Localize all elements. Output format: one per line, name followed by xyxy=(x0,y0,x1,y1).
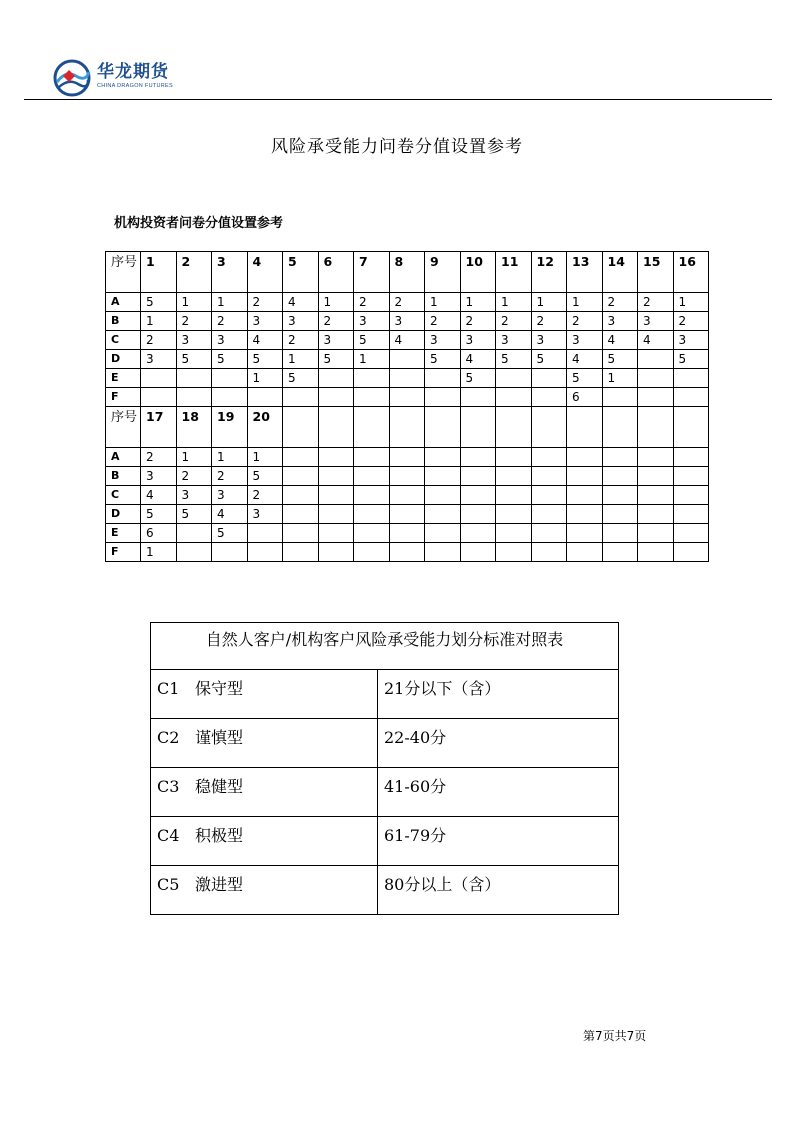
question-number-cell: 17 xyxy=(141,407,177,448)
score-cell: 2 xyxy=(212,467,248,486)
score-cell: 2 xyxy=(354,293,390,312)
question-number-cell xyxy=(460,407,496,448)
score-cell xyxy=(496,543,532,562)
classification-title: 自然人客户/机构客户风险承受能力划分标准对照表 xyxy=(151,623,619,670)
score-cell xyxy=(638,350,674,369)
score-cell: 3 xyxy=(283,312,319,331)
score-cell: 2 xyxy=(496,312,532,331)
score-cell xyxy=(318,505,354,524)
score-cell: 3 xyxy=(389,312,425,331)
score-cell xyxy=(247,524,283,543)
risk-level-code: C1 xyxy=(157,679,180,698)
question-number-cell xyxy=(318,407,354,448)
score-cell: 2 xyxy=(638,293,674,312)
score-cell: 1 xyxy=(176,448,212,467)
header-divider xyxy=(24,99,772,100)
score-cell xyxy=(354,467,390,486)
question-number-cell xyxy=(567,407,603,448)
score-cell: 3 xyxy=(212,331,248,350)
risk-level-name: 保守型 xyxy=(195,679,244,698)
score-cell: 4 xyxy=(141,486,177,505)
score-cell: 2 xyxy=(247,293,283,312)
question-number-cell: 13 xyxy=(567,252,603,293)
question-number-cell xyxy=(638,407,674,448)
score-cell xyxy=(212,543,248,562)
score-cell xyxy=(460,448,496,467)
option-label: C xyxy=(106,331,141,350)
question-number-cell: 8 xyxy=(389,252,425,293)
score-cell: 2 xyxy=(141,448,177,467)
question-number-cell xyxy=(673,407,709,448)
option-row xyxy=(106,505,709,524)
document-title: 风险承受能力问卷分值设置参考 xyxy=(271,137,523,157)
score-cell xyxy=(638,448,674,467)
option-label: A xyxy=(106,293,141,312)
score-cell xyxy=(531,543,567,562)
score-cell: 4 xyxy=(389,331,425,350)
score-cell xyxy=(496,524,532,543)
question-number-cell: 10 xyxy=(460,252,496,293)
score-cell xyxy=(176,524,212,543)
option-label: E xyxy=(106,369,141,388)
score-cell: 4 xyxy=(247,331,283,350)
risk-level-name: 稳健型 xyxy=(195,777,244,796)
option-row xyxy=(106,312,709,331)
risk-level-cell xyxy=(151,719,378,768)
score-cell xyxy=(318,543,354,562)
score-cell xyxy=(531,467,567,486)
score-cell: 2 xyxy=(531,312,567,331)
question-number-cell: 1 xyxy=(141,252,177,293)
score-cell xyxy=(602,505,638,524)
score-cell xyxy=(531,388,567,407)
score-cell: 2 xyxy=(176,312,212,331)
score-cell xyxy=(176,388,212,407)
score-cell: 5 xyxy=(496,350,532,369)
question-number-cell: 4 xyxy=(247,252,283,293)
score-cell: 3 xyxy=(425,331,461,350)
score-cell: 2 xyxy=(460,312,496,331)
score-cell: 5 xyxy=(141,505,177,524)
question-number-cell: 11 xyxy=(496,252,532,293)
score-cell: 3 xyxy=(212,486,248,505)
question-number-cell xyxy=(389,407,425,448)
risk-level-code: C3 xyxy=(157,777,180,796)
question-number-row xyxy=(106,252,709,293)
score-cell xyxy=(389,524,425,543)
score-cell xyxy=(567,467,603,486)
score-cell: 1 xyxy=(141,312,177,331)
score-cell xyxy=(354,369,390,388)
score-cell: 2 xyxy=(425,312,461,331)
score-cell: 3 xyxy=(141,350,177,369)
option-label: E xyxy=(106,524,141,543)
score-range-cell: 80分以上（含） xyxy=(378,866,619,915)
score-cell xyxy=(141,388,177,407)
score-cell: 5 xyxy=(212,350,248,369)
score-cell xyxy=(531,505,567,524)
score-cell: 1 xyxy=(425,293,461,312)
classification-row xyxy=(151,817,619,866)
option-label: D xyxy=(106,350,141,369)
score-cell: 1 xyxy=(354,350,390,369)
score-cell xyxy=(567,486,603,505)
score-cell: 2 xyxy=(673,312,709,331)
score-cell: 5 xyxy=(673,350,709,369)
score-cell xyxy=(354,505,390,524)
score-cell: 5 xyxy=(354,331,390,350)
score-cell xyxy=(673,486,709,505)
question-number-cell: 15 xyxy=(638,252,674,293)
score-cell xyxy=(283,467,319,486)
score-cell: 5 xyxy=(318,350,354,369)
option-row xyxy=(106,293,709,312)
score-cell: 2 xyxy=(283,331,319,350)
score-cell: 3 xyxy=(318,331,354,350)
score-cell xyxy=(496,448,532,467)
score-cell xyxy=(460,486,496,505)
score-cell xyxy=(389,505,425,524)
score-cell xyxy=(567,524,603,543)
classification-row xyxy=(151,719,619,768)
score-cell xyxy=(141,369,177,388)
score-cell xyxy=(531,486,567,505)
classification-row xyxy=(151,768,619,817)
score-cell: 1 xyxy=(283,350,319,369)
score-cell: 1 xyxy=(496,293,532,312)
option-row xyxy=(106,388,709,407)
score-cell: 5 xyxy=(602,350,638,369)
score-cell: 6 xyxy=(141,524,177,543)
score-cell xyxy=(638,543,674,562)
score-cell xyxy=(531,448,567,467)
risk-classification-table xyxy=(150,622,619,915)
score-cell xyxy=(602,467,638,486)
question-number-cell: 2 xyxy=(176,252,212,293)
score-cell: 1 xyxy=(460,293,496,312)
question-number-cell: 20 xyxy=(247,407,283,448)
score-cell xyxy=(673,467,709,486)
score-cell xyxy=(567,448,603,467)
score-cell: 3 xyxy=(567,331,603,350)
brand-name-cn: 华龙期货 xyxy=(97,62,169,82)
score-cell xyxy=(638,505,674,524)
score-cell xyxy=(425,388,461,407)
score-cell xyxy=(283,543,319,562)
score-cell: 3 xyxy=(531,331,567,350)
option-label: A xyxy=(106,448,141,467)
question-number-cell: 3 xyxy=(212,252,248,293)
score-cell xyxy=(318,486,354,505)
risk-level-cell xyxy=(151,670,378,719)
risk-level-name: 积极型 xyxy=(195,826,244,845)
score-cell: 2 xyxy=(212,312,248,331)
score-cell: 3 xyxy=(354,312,390,331)
score-cell: 5 xyxy=(247,467,283,486)
risk-level-name: 激进型 xyxy=(195,875,244,894)
option-row xyxy=(106,543,709,562)
score-cell xyxy=(531,524,567,543)
question-number-cell: 14 xyxy=(602,252,638,293)
option-label: D xyxy=(106,505,141,524)
score-cell xyxy=(496,505,532,524)
score-cell: 1 xyxy=(567,293,603,312)
score-cell xyxy=(389,486,425,505)
score-cell: 5 xyxy=(141,293,177,312)
score-cell xyxy=(283,448,319,467)
score-range-cell: 21分以下（含） xyxy=(378,670,619,719)
score-cell xyxy=(318,388,354,407)
score-cell: 3 xyxy=(460,331,496,350)
option-label: C xyxy=(106,486,141,505)
option-label: F xyxy=(106,543,141,562)
score-cell xyxy=(425,505,461,524)
score-cell: 4 xyxy=(283,293,319,312)
classification-row xyxy=(151,866,619,915)
row-label-seq: 序号 xyxy=(106,407,141,448)
score-cell: 5 xyxy=(176,350,212,369)
score-cell xyxy=(425,543,461,562)
score-cell: 5 xyxy=(283,369,319,388)
score-cell: 1 xyxy=(212,448,248,467)
score-cell: 1 xyxy=(247,369,283,388)
score-cell xyxy=(425,486,461,505)
score-cell: 4 xyxy=(460,350,496,369)
score-cell: 3 xyxy=(496,331,532,350)
score-table xyxy=(105,251,709,562)
score-cell: 5 xyxy=(212,524,248,543)
score-cell xyxy=(318,467,354,486)
score-cell: 2 xyxy=(176,467,212,486)
score-cell xyxy=(673,448,709,467)
score-cell xyxy=(602,388,638,407)
score-cell xyxy=(283,524,319,543)
score-cell xyxy=(283,388,319,407)
score-cell: 4 xyxy=(212,505,248,524)
score-cell xyxy=(567,543,603,562)
score-cell xyxy=(389,369,425,388)
question-number-cell xyxy=(496,407,532,448)
score-cell xyxy=(460,524,496,543)
score-cell xyxy=(496,369,532,388)
question-number-cell: 12 xyxy=(531,252,567,293)
option-label: B xyxy=(106,312,141,331)
score-cell: 6 xyxy=(567,388,603,407)
score-cell xyxy=(354,543,390,562)
score-cell xyxy=(176,369,212,388)
score-cell: 3 xyxy=(638,312,674,331)
brand xyxy=(97,62,173,89)
score-cell xyxy=(673,505,709,524)
score-cell xyxy=(602,543,638,562)
score-cell xyxy=(496,388,532,407)
risk-level-code: C5 xyxy=(157,875,180,894)
score-cell xyxy=(212,388,248,407)
risk-level-cell xyxy=(151,817,378,866)
score-cell xyxy=(638,369,674,388)
score-cell xyxy=(602,524,638,543)
score-cell xyxy=(638,524,674,543)
score-cell xyxy=(425,467,461,486)
question-number-cell: 7 xyxy=(354,252,390,293)
score-cell: 1 xyxy=(176,293,212,312)
score-cell: 4 xyxy=(638,331,674,350)
question-number-cell xyxy=(354,407,390,448)
option-label: B xyxy=(106,467,141,486)
score-cell xyxy=(673,388,709,407)
option-label: F xyxy=(106,388,141,407)
score-cell: 5 xyxy=(176,505,212,524)
score-cell xyxy=(673,524,709,543)
score-cell xyxy=(673,543,709,562)
page-number: 第7页共7页 xyxy=(583,1029,647,1043)
score-cell: 5 xyxy=(460,369,496,388)
option-row xyxy=(106,448,709,467)
score-cell xyxy=(425,369,461,388)
score-cell xyxy=(425,524,461,543)
score-cell: 4 xyxy=(567,350,603,369)
row-label-seq: 序号 xyxy=(106,252,141,293)
option-row xyxy=(106,467,709,486)
score-cell: 1 xyxy=(141,543,177,562)
classification-header-row xyxy=(151,623,619,670)
score-cell: 4 xyxy=(602,331,638,350)
score-range-cell: 22-40分 xyxy=(378,719,619,768)
question-number-cell xyxy=(602,407,638,448)
score-cell xyxy=(354,486,390,505)
score-cell: 5 xyxy=(531,350,567,369)
score-cell xyxy=(389,467,425,486)
score-cell xyxy=(638,467,674,486)
score-cell xyxy=(354,524,390,543)
score-cell: 5 xyxy=(247,350,283,369)
score-range-cell: 41-60分 xyxy=(378,768,619,817)
score-cell xyxy=(425,448,461,467)
score-cell: 3 xyxy=(673,331,709,350)
brand-name-en: CHINA DRAGON FUTURES xyxy=(97,83,173,89)
score-cell: 3 xyxy=(602,312,638,331)
score-cell xyxy=(389,543,425,562)
risk-level-cell xyxy=(151,866,378,915)
question-number-cell: 5 xyxy=(283,252,319,293)
company-logo xyxy=(52,58,92,98)
score-cell xyxy=(673,369,709,388)
option-row xyxy=(106,331,709,350)
score-cell: 1 xyxy=(602,369,638,388)
score-cell xyxy=(638,486,674,505)
score-cell xyxy=(460,505,496,524)
score-cell: 5 xyxy=(425,350,461,369)
risk-level-name: 谨慎型 xyxy=(195,728,244,747)
score-cell xyxy=(602,486,638,505)
score-cell xyxy=(354,388,390,407)
score-cell: 2 xyxy=(389,293,425,312)
option-row xyxy=(106,486,709,505)
risk-level-cell xyxy=(151,768,378,817)
question-number-cell xyxy=(531,407,567,448)
score-cell: 1 xyxy=(673,293,709,312)
score-cell xyxy=(460,543,496,562)
question-number-cell xyxy=(425,407,461,448)
score-cell xyxy=(318,369,354,388)
score-cell xyxy=(247,543,283,562)
score-cell xyxy=(460,467,496,486)
score-cell: 3 xyxy=(247,505,283,524)
score-cell xyxy=(389,448,425,467)
question-number-cell: 16 xyxy=(673,252,709,293)
option-row xyxy=(106,369,709,388)
score-cell xyxy=(460,388,496,407)
score-cell xyxy=(389,350,425,369)
score-cell: 1 xyxy=(247,448,283,467)
score-cell xyxy=(283,486,319,505)
score-cell xyxy=(602,448,638,467)
option-row xyxy=(106,524,709,543)
score-cell xyxy=(354,448,390,467)
question-number-cell: 18 xyxy=(176,407,212,448)
score-cell: 2 xyxy=(247,486,283,505)
score-cell xyxy=(283,505,319,524)
score-cell: 3 xyxy=(176,486,212,505)
score-cell: 2 xyxy=(602,293,638,312)
score-cell xyxy=(176,543,212,562)
score-cell xyxy=(638,388,674,407)
score-cell xyxy=(247,388,283,407)
score-cell: 2 xyxy=(318,312,354,331)
score-cell xyxy=(567,505,603,524)
score-cell xyxy=(318,448,354,467)
score-cell: 3 xyxy=(176,331,212,350)
score-cell: 5 xyxy=(567,369,603,388)
score-cell: 1 xyxy=(531,293,567,312)
score-cell: 1 xyxy=(212,293,248,312)
score-cell xyxy=(496,486,532,505)
score-cell xyxy=(496,467,532,486)
option-row xyxy=(106,350,709,369)
question-number-cell: 9 xyxy=(425,252,461,293)
score-cell: 3 xyxy=(247,312,283,331)
score-cell xyxy=(531,369,567,388)
question-number-cell xyxy=(283,407,319,448)
score-cell: 3 xyxy=(141,467,177,486)
risk-level-code: C4 xyxy=(157,826,180,845)
question-number-cell: 6 xyxy=(318,252,354,293)
score-cell xyxy=(212,369,248,388)
score-cell xyxy=(318,524,354,543)
section-title: 机构投资者问卷分值设置参考 xyxy=(114,216,284,231)
question-number-row xyxy=(106,407,709,448)
risk-level-code: C2 xyxy=(157,728,180,747)
score-cell: 2 xyxy=(567,312,603,331)
score-cell xyxy=(389,388,425,407)
score-cell: 2 xyxy=(141,331,177,350)
score-range-cell: 61-79分 xyxy=(378,817,619,866)
score-cell: 1 xyxy=(318,293,354,312)
question-number-cell: 19 xyxy=(212,407,248,448)
classification-row xyxy=(151,670,619,719)
